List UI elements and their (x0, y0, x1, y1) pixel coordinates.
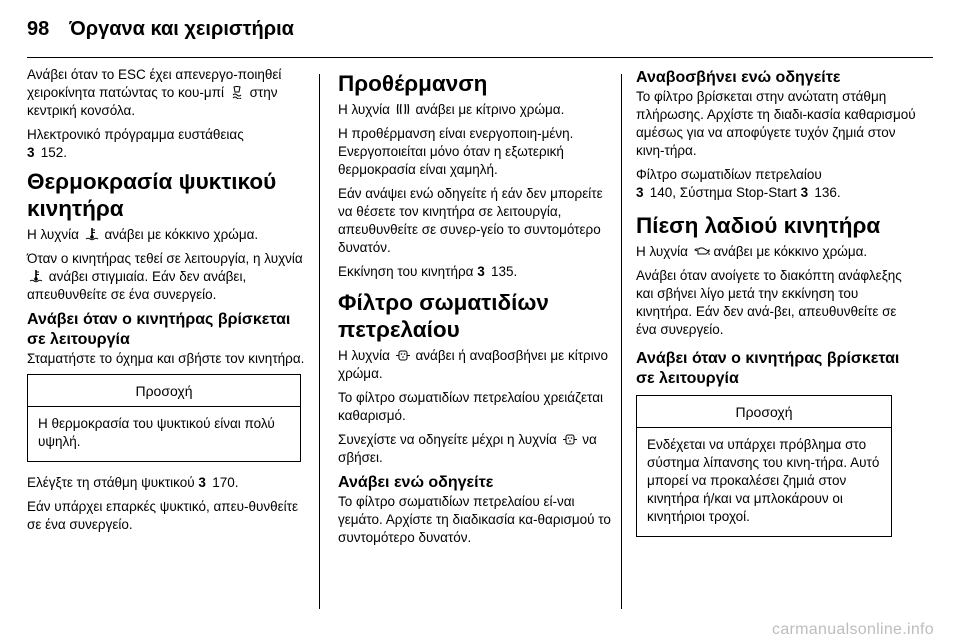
caution-box (27, 374, 301, 462)
continue-driving-text-end: να σβήσει. (338, 432, 597, 465)
page-header (27, 12, 294, 46)
caution-box (636, 395, 892, 537)
while-driving-heading: Ανάβει ενώ οδηγείτε (338, 474, 494, 491)
caution-title: Προσοχή (28, 375, 300, 407)
oil-text-end: ανάβει με κόκκινο χρώμα. (713, 244, 868, 259)
reference-arrow-icon: 3 (198, 475, 206, 490)
engine-start-page-link[interactable]: 135. (491, 264, 518, 279)
coolant-start-text-end: ανάβει στιγμιαία. Εάν δεν ανάβει, απευθυνθείτε σε ένα συνεργείο. (27, 269, 247, 302)
coolant-temperature-icon (29, 270, 43, 283)
coolant-heading: Θερμοκρασία ψυκτικού κινητήρα (27, 169, 277, 221)
filter-reference-text: Φίλτρο σωματιδίων πετρελαίου (636, 167, 822, 182)
coolant-page-link[interactable]: 170. (212, 475, 239, 490)
filter-text-end: ανάβει ή αναβοσβήνει με κίτρινο χρώμα. (338, 348, 608, 381)
reference-arrow-icon: 3 (27, 145, 35, 160)
check-coolant-paragraph (27, 474, 307, 492)
esc-text-end: στην κεντρική κονσόλα. (27, 85, 278, 118)
oil-pressure-heading: Πίεση λαδιού κινητήρα (636, 213, 881, 238)
preheat-text: Η λυχνία (338, 102, 390, 117)
oil-paragraph-1 (636, 243, 916, 261)
filter-text: Η λυχνία (338, 348, 390, 363)
filter-paragraph-3 (338, 431, 618, 467)
oil-text: Η λυχνία (636, 244, 688, 259)
stop-start-page-link[interactable]: 136. (814, 185, 841, 200)
esp-page-link[interactable]: 152. (40, 145, 68, 160)
esp-text: Ηλεκτρονικό πρόγραμμα ευστάθειας (27, 127, 244, 142)
coolant-paragraph-1 (27, 226, 307, 244)
page-number: 98 (27, 17, 50, 40)
coolant-text: Η λυχνία (27, 227, 79, 242)
particulate-filter-heading: Φίλτρο σωματιδίων πετρελαίου (338, 290, 549, 342)
oil-running-heading: Ανάβει όταν ο κινητήρας βρίσκεται σε λειτουργία (636, 350, 900, 387)
esc-off-button-icon (230, 86, 244, 99)
filter-paragraph-2: Το φίλτρο σωματιδίων πετρελαίου χρειάζεται καθαρισμό. (338, 390, 603, 423)
workshop-paragraph: Εάν υπάρχει επαρκές ψυκτικό, απευ-θυνθείτε σε ένα συνεργείο. (27, 499, 299, 532)
particulate-filter-icon (396, 349, 410, 362)
column-1 (27, 66, 307, 540)
reference-arrow-icon: 3 (477, 264, 485, 279)
coolant-start-text: Όταν ο κινητήρας τεθεί σε λειτουργία, η λυχνία (27, 251, 303, 266)
watermark: carmanualsonline.info (772, 621, 934, 638)
esc-text: Ανάβει όταν το ESC έχει απενεργο-ποιηθεί χειροκίνητα πατώντας το κου-μπί (27, 67, 282, 100)
coolant-temperature-icon (85, 228, 99, 241)
header-rule (27, 57, 933, 58)
preheat-text-end: ανάβει με κίτρινο χρώμα. (415, 102, 565, 117)
particulate-filter-icon (563, 433, 577, 446)
column-divider-2 (621, 74, 622, 609)
running-heading: Ανάβει όταν ο κινητήρας βρίσκεται σε λειτουργία (27, 311, 291, 348)
reference-arrow-icon: 3 (800, 185, 809, 200)
preheat-paragraph-1 (338, 101, 618, 119)
caution-title: Προσοχή (637, 396, 891, 428)
chapter-title: Όργανα και χειριστήρια (69, 17, 294, 40)
blinking-paragraph: Το φίλτρο βρίσκεται στην ανώτατη στάθμη πλήρωσης. Αρχίστε τη διαδι-κασία καθαρισμού αμέσως για να αποφύγετε τυχόν ζημιά στον κινη-τήρα. (636, 89, 916, 158)
glow-plug-icon (396, 103, 410, 116)
preheat-paragraph-3: Εάν ανάψει ενώ οδηγείτε ή εάν δεν μπορείτε να θέσετε τον κινητήρα σε λειτουργία, απευθυνθείτε σε συνερ-γείο το συντομότερο δυνατόν. (338, 186, 603, 255)
filter-references (636, 166, 916, 202)
preheat-paragraph-2: Η προθέρμανση είναι ενεργοποιη-μένη. Ενεργοποιείται μόνο όταν η εξωτερική θερμοκρασία είναι χαμηλή. (338, 126, 574, 177)
coolant-paragraph-2 (27, 250, 307, 304)
preheat-heading: Προθέρμανση (338, 71, 488, 96)
engine-start-reference (338, 263, 618, 281)
oil-can-icon (694, 245, 708, 258)
oil-paragraph-2: Ανάβει όταν ανοίγετε το διακόπτη ανάφλεξης και σβήνει λίγο μετά την εκκίνηση του κινητήρα. Εάν δεν ανά-βει, απευθυνθείτε σε ένα συνεργείο. (636, 268, 902, 337)
reference-arrow-icon: 3 (636, 185, 644, 200)
blinking-heading: Αναβοσβήνει ενώ οδηγείτε (636, 69, 841, 86)
continue-driving-text: Συνεχίστε να οδηγείτε μέχρι η λυχνία (338, 432, 557, 447)
filter-full-paragraph: Το φίλτρο σωματιδίων πετρελαίου εί-ναι γεμάτο. Αρχίστε τη διαδικασία κα-θαρισμού το συντομότερο δυνατόν. (338, 494, 611, 545)
filter-paragraph-1 (338, 347, 618, 383)
caution-body: Ενδέχεται να υπάρχει πρόβλημα στο σύστημα λίπανσης του κινη-τήρα. Αυτό μπορεί να προκαλέσει ζημιά στον κινητήρα ή/και να μπλοκάρουν οι κινητήριοι τροχοί. (647, 437, 880, 524)
check-coolant-text: Ελέγξτε τη στάθμη ψυκτικού (27, 475, 195, 490)
coolant-text-end: ανάβει με κόκκινο χρώμα. (104, 227, 259, 242)
esc-paragraph (27, 66, 307, 120)
caution-body: Η θερμοκρασία του ψυκτικού είναι πολύ υψηλή. (38, 416, 275, 449)
column-divider-1 (319, 74, 320, 609)
stop-vehicle-text: Σταματήστε το όχημα και σβήστε τον κινητήρα. (27, 351, 305, 366)
column-3 (636, 66, 916, 549)
column-2 (338, 66, 618, 553)
engine-start-text: Εκκίνηση του κινητήρα (338, 264, 474, 279)
filter-page-link[interactable]: 140, Σύστημα Stop-Start (649, 185, 797, 200)
esp-reference (27, 126, 307, 162)
